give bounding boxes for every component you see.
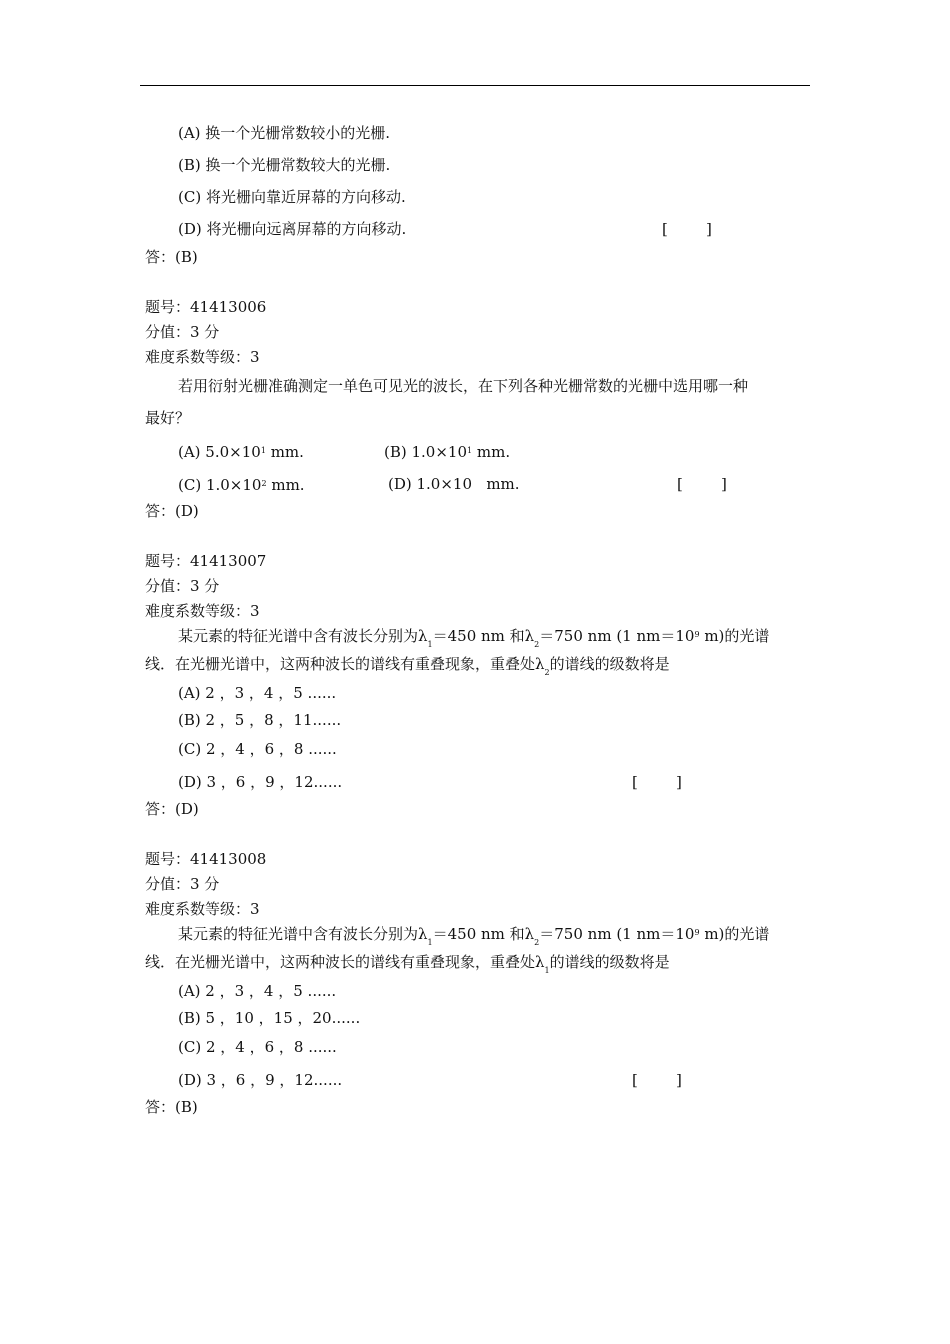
q1-score: 分值：3 分 [145, 323, 220, 341]
q2-score: 分值：3 分 [145, 577, 220, 595]
header-rule [140, 85, 810, 86]
q3-stem-line2: 线．在光栅光谱中，这两种波长的谱线有重叠现象，重叠处$\lambda_1$的谱线的级数将是 [145, 953, 670, 975]
q2-stem-line1: 某元素的特征光谱中含有波长分别为$\lambda_1=450$ nm 和$\lambda_2=750$ nm (1 $nm=10^9$ m)的光谱 [178, 627, 770, 649]
q3-answer-bracket: [ ] [632, 1071, 682, 1089]
q0-answer-bracket: [ ] [662, 220, 712, 238]
q1-option-d: (D) 1.0×10 mm. [388, 475, 520, 493]
q3-stem-line1: 某元素的特征光谱中含有波长分别为$\lambda_1=450$ nm 和$\lambda_2=750$ nm (1 $nm=10^9$ m)的光谱 [178, 925, 770, 947]
q3-answer: 答：(B) [145, 1098, 198, 1116]
q2-option-d: (D) 3 ，6 ，9 ，12...... [178, 773, 343, 791]
q2-stem-line2: 线．在光栅光谱中，这两种波长的谱线有重叠现象，重叠处$\lambda_2$的谱线的级数将是 [145, 655, 670, 677]
q2-option-b: (B) 2 ，5 ，8 ，11...... [178, 711, 342, 729]
q2-option-a: (A) 2 ，3 ，4 ，5 ...... [178, 684, 337, 702]
q0-option-a: (A) 换一个光栅常数较小的光栅. [178, 124, 391, 142]
q3-difficulty: 难度系数等级：3 [145, 900, 260, 918]
q3-option-c: (C) 2 ，4 ，6 ，8 ...... [178, 1038, 337, 1056]
q1-option-a: (A) $5.0\times 10^1$ mm. [178, 443, 304, 461]
q2-option-c: (C) 2 ，4 ，6 ，8 ...... [178, 740, 337, 758]
q0-option-c: (C) 将光栅向靠近屏幕的方向移动. [178, 188, 406, 206]
q1-option-c: (C) $1.0\times 10^2$ mm. [178, 476, 305, 494]
q1-answer: 答：(D) [145, 502, 199, 520]
q1-stem-line1: 若用衍射光栅准确测定一单色可见光的波长，在下列各种光栅常数的光栅中选用哪一种 [178, 377, 749, 395]
q0-option-b: (B) 换一个光栅常数较大的光栅. [178, 156, 391, 174]
q3-option-d: (D) 3 ，6 ，9 ，12...... [178, 1071, 343, 1089]
q2-id: 题号：41413007 [145, 552, 267, 570]
q1-option-b: (B) $1.0\times 10^1$ mm. [384, 443, 511, 461]
q2-answer-bracket: [ ] [632, 773, 682, 791]
q1-id: 题号：41413006 [145, 298, 267, 316]
q3-option-b: (B) 5 ，10 ，15 ，20...... [178, 1009, 361, 1027]
q3-id: 题号：41413008 [145, 850, 267, 868]
q3-score: 分值：3 分 [145, 875, 220, 893]
q3-option-a: (A) 2 ，3 ，4 ，5 ...... [178, 982, 337, 1000]
q0-option-d: (D) 将光栅向远离屏幕的方向移动. [178, 220, 407, 238]
q2-difficulty: 难度系数等级：3 [145, 602, 260, 620]
q2-answer: 答：(D) [145, 800, 199, 818]
q1-stem-line2: 最好？ [145, 409, 191, 427]
q0-answer: 答：(B) [145, 248, 198, 266]
q1-answer-bracket: [ ] [677, 475, 727, 493]
q1-difficulty: 难度系数等级：3 [145, 348, 260, 366]
